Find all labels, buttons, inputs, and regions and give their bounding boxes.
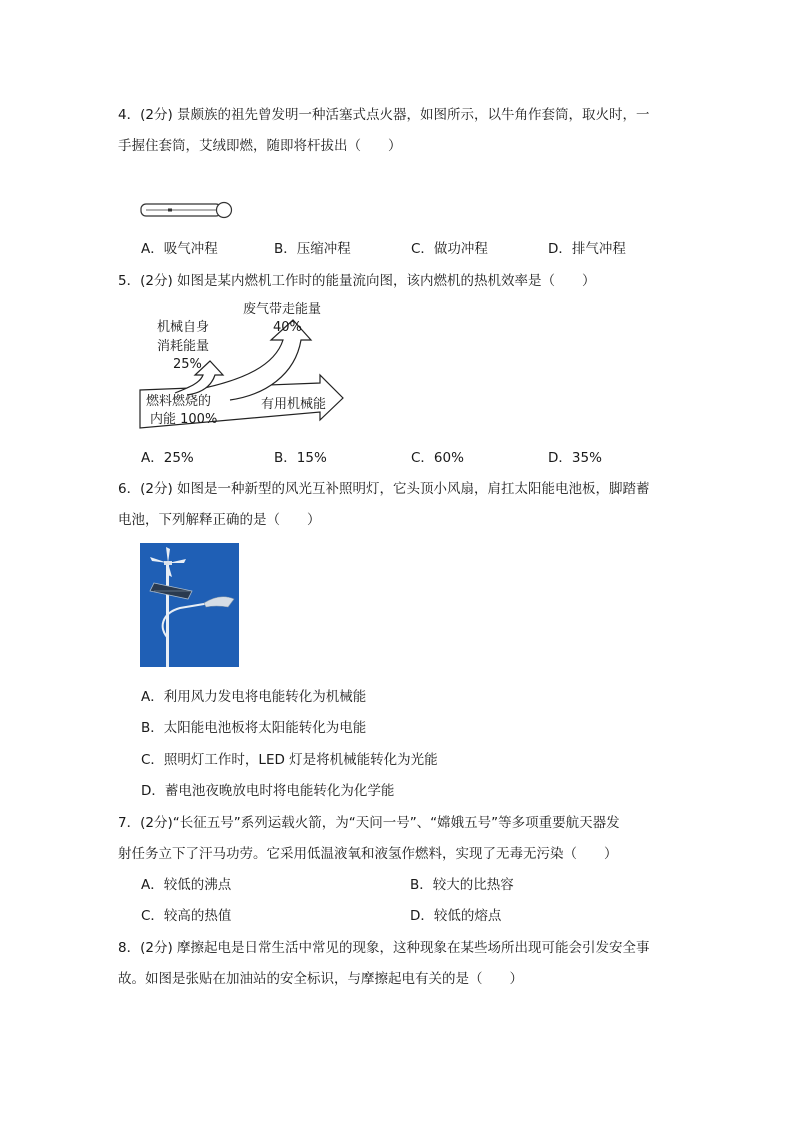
q6-option-d[interactable]: D．蓄电池夜晚放电时将电能转化为化学能 xyxy=(141,783,395,799)
waste-gas-value: 40% xyxy=(273,320,302,335)
q5-energy-flow-diagram xyxy=(135,295,350,435)
q5-stem-line1: 5．(2分) 如图是某内燃机工作时的能量流向图，该内燃机的热机效率是（ ） xyxy=(118,273,596,289)
q6-option-b[interactable]: B．太阳能电池板将太阳能转化为电能 xyxy=(141,720,367,736)
mech-loss-value: 25% xyxy=(173,357,202,372)
q4-stem-line2: 手握住套筒，艾绒即燃，随即将杆拔出（ ） xyxy=(118,138,402,154)
q8-stem-line2: 故。如图是张贴在加油站的安全标识，与摩擦起电有关的是（ ） xyxy=(118,971,523,987)
q6-stem-line2: 电池，下列解释正确的是（ ） xyxy=(118,512,321,528)
waste-gas-label: 废气带走能量 xyxy=(243,302,322,317)
q7-option-a[interactable]: A．较低的沸点 xyxy=(141,877,232,893)
q7-option-c[interactable]: C．较高的热值 xyxy=(141,908,232,924)
q5-option-b[interactable]: B．15% xyxy=(274,450,327,466)
q7-option-b[interactable]: B．较大的比热容 xyxy=(410,877,514,893)
q6-wind-solar-lamp-image xyxy=(140,543,239,667)
fuel-label-2: 内能 100% xyxy=(150,412,218,427)
q5-option-c[interactable]: C．60% xyxy=(411,450,464,466)
mech-loss-label-2: 消耗能量 xyxy=(157,339,210,354)
q7-stem-line1: 7．(2分)“长征五号”系列运载火箭，为“天问一号”、“嫦娥五号”等多项重要航天器发 xyxy=(118,815,620,831)
q7-stem-line2: 射任务立下了汗马功劳。它采用低温液氧和液氢作燃料，实现了无毒无污染（ ） xyxy=(118,846,618,862)
q4-stem-line1: 4．(2分) 景颇族的祖先曾发明一种活塞式点火器，如图所示，以牛角作套筒，取火时，一 xyxy=(118,107,650,123)
fuel-label-1: 燃料燃烧的 xyxy=(146,394,212,409)
q6-option-c[interactable]: C．照明灯工作时，LED 灯是将机械能转化为光能 xyxy=(141,752,438,768)
q6-option-a[interactable]: A．利用风力发电将电能转化为机械能 xyxy=(141,689,367,705)
q4-option-b[interactable]: B．压缩冲程 xyxy=(274,241,351,257)
q5-option-a[interactable]: A．25% xyxy=(141,450,194,466)
q6-stem-line1: 6．(2分) 如图是一种新型的风光互补照明灯，它头顶小风扇，肩扛太阳能电池板，脚踏蓄 xyxy=(118,481,650,497)
mech-loss-label-1: 机械自身 xyxy=(157,320,210,335)
q5-option-d[interactable]: D．35% xyxy=(548,450,602,466)
q4-option-d[interactable]: D．排气冲程 xyxy=(548,241,626,257)
q4-fire-piston-figure xyxy=(138,198,238,224)
q4-option-c[interactable]: C．做功冲程 xyxy=(411,241,488,257)
q4-option-a[interactable]: A．吸气冲程 xyxy=(141,241,218,257)
q7-option-d[interactable]: D．较低的熔点 xyxy=(410,908,502,924)
useful-energy-label: 有用机械能 xyxy=(261,397,327,412)
q8-stem-line1: 8．(2分) 摩擦起电是日常生活中常见的现象，这种现象在某些场所出现可能会引发安全事 xyxy=(118,940,650,956)
